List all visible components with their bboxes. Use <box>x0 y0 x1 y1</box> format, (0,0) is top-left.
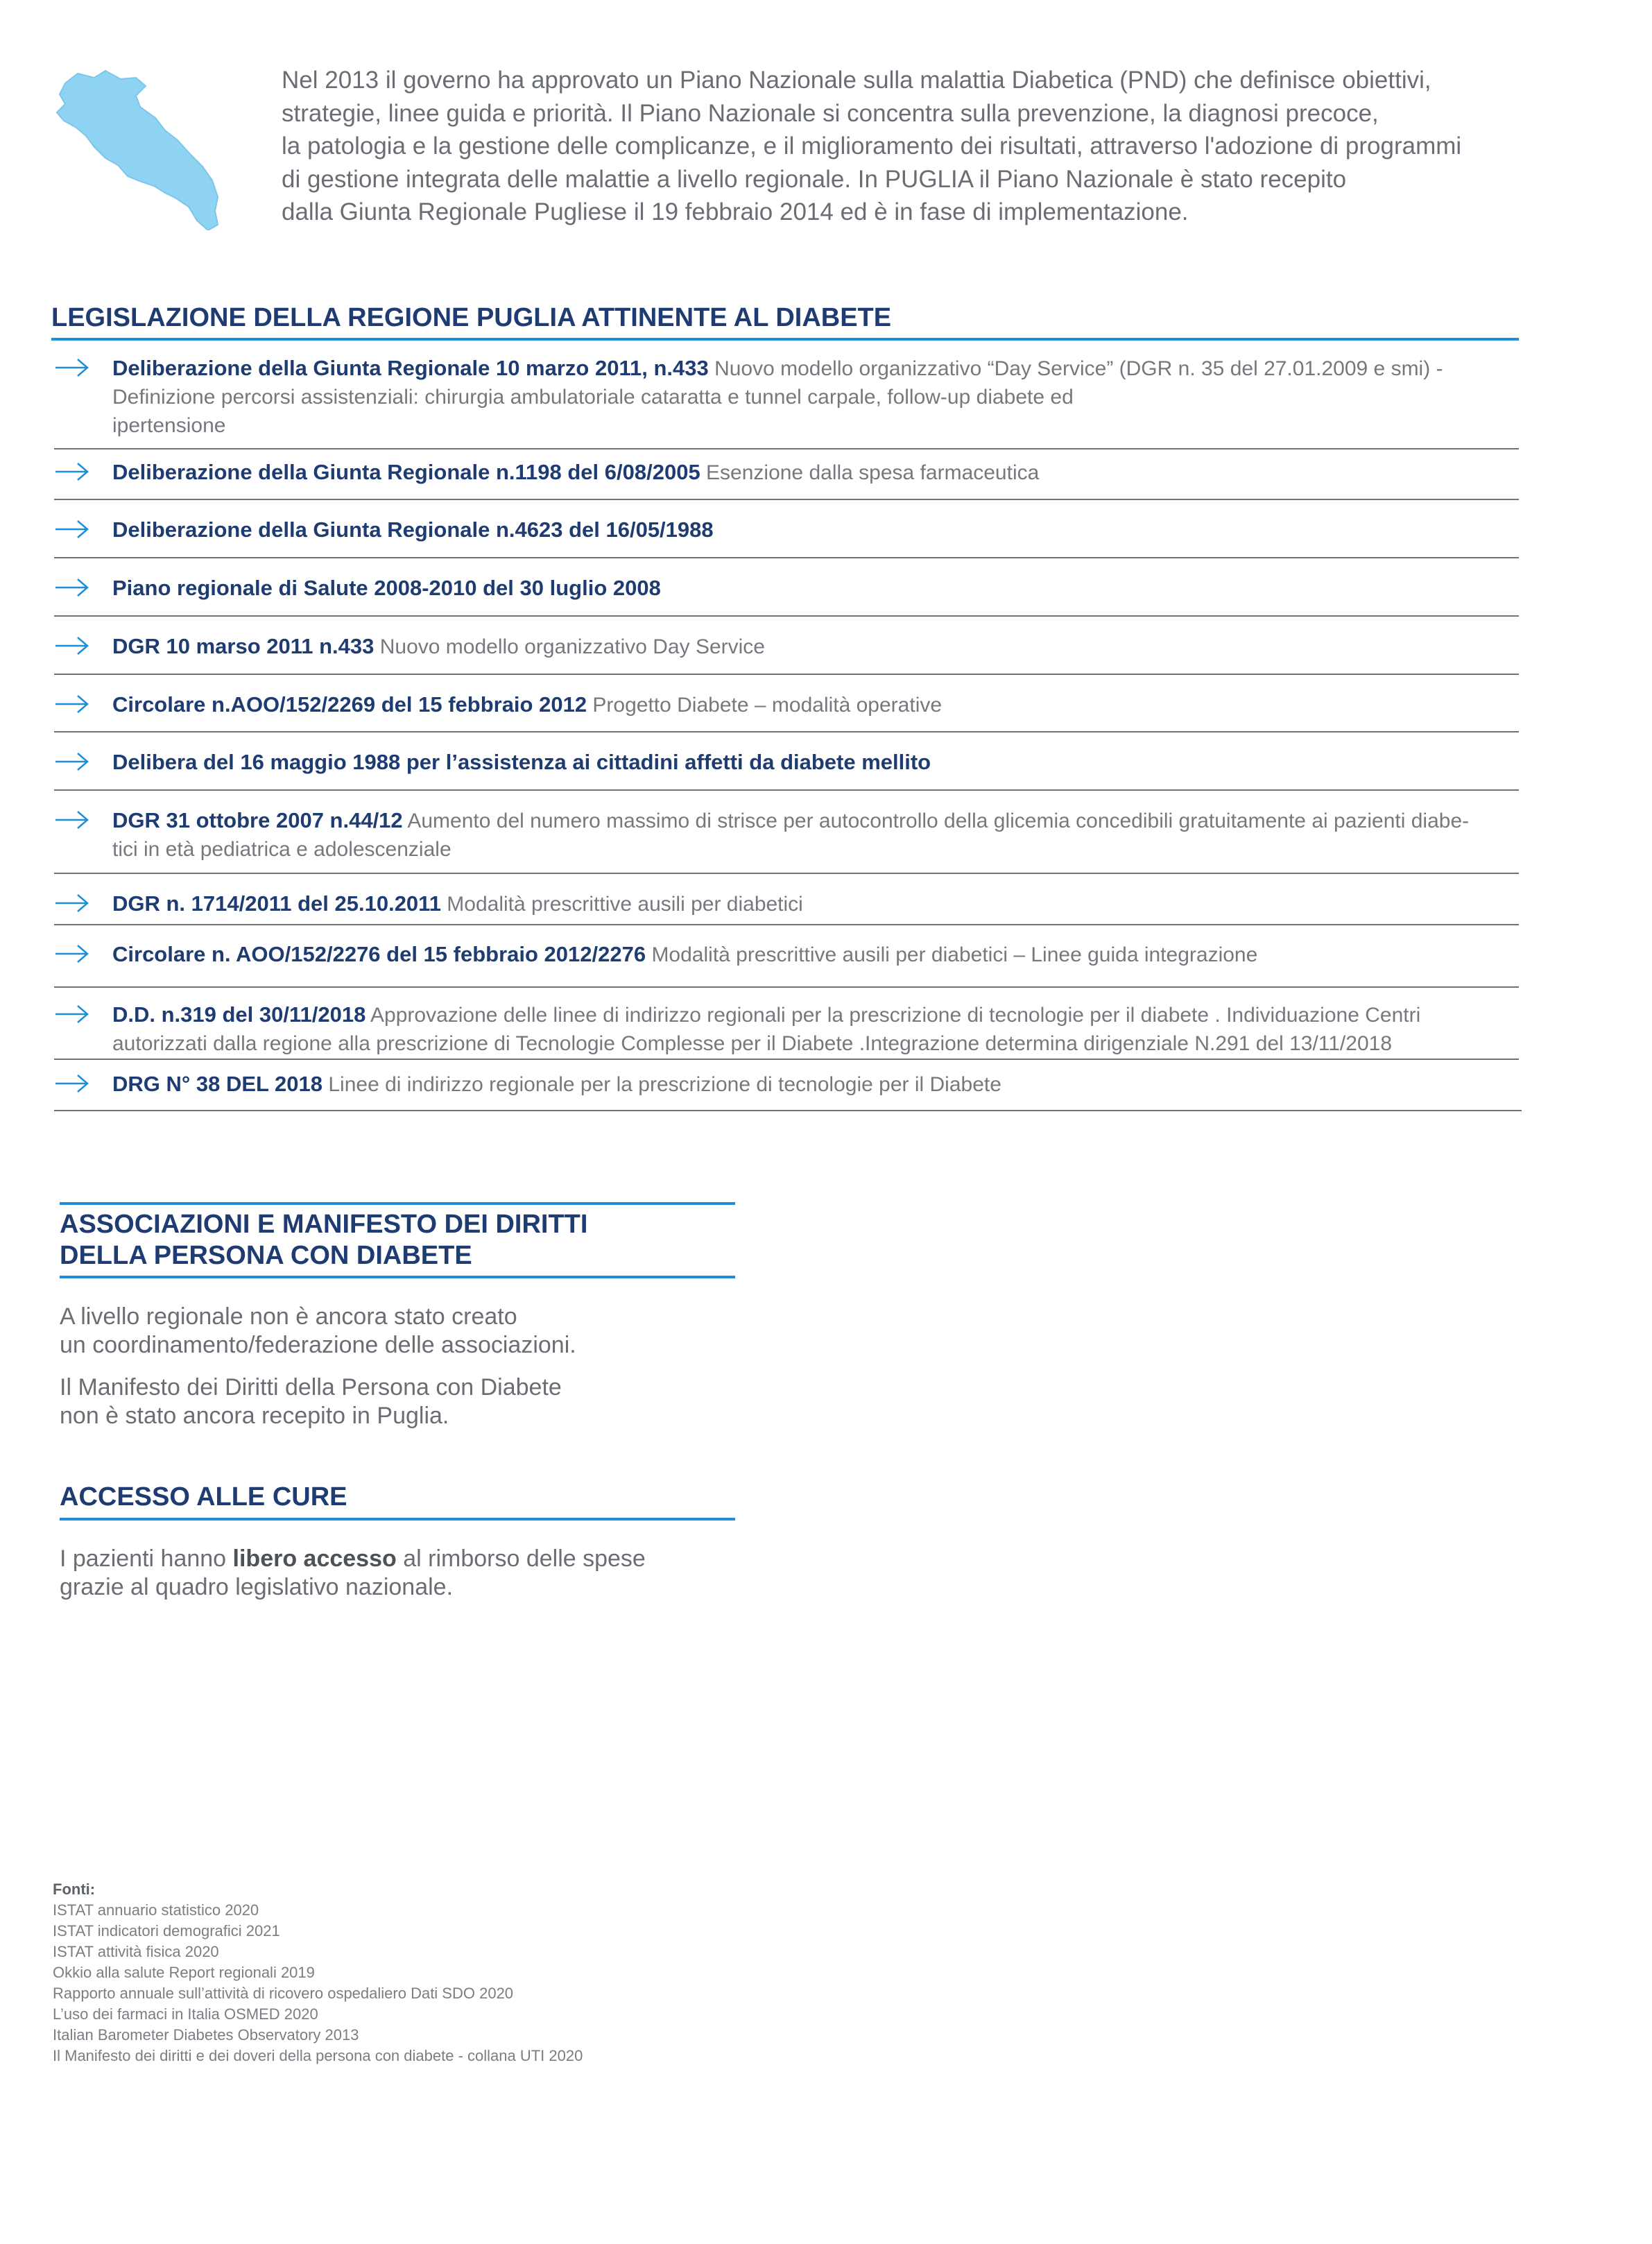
legislation-item-text <box>112 806 1519 864</box>
legislation-item-text <box>112 515 1519 545</box>
text-bold: libero accesso <box>232 1545 397 1572</box>
legislation-divider <box>54 557 1519 558</box>
legislation-item-line <box>112 1070 1519 1099</box>
legislation-item-description-line: Definizione percorsi assistenziali: chirurgia ambulatoriale cataratta e tunnel carpale, follow-up diabete ed <box>112 386 1074 409</box>
intro-line: di gestione integrata delle malattie a livello regionale. In PUGLIA il Piano Nazionale è stato recepito <box>282 165 1347 193</box>
legislation-divider <box>54 731 1519 733</box>
arrow-right-icon <box>54 1004 90 1025</box>
legislation-divider <box>54 1110 1522 1111</box>
legislation-item-description: Nuovo modello organizzativo Day Service <box>374 635 765 658</box>
legislation-item-title: DGR 31 ottobre 2007 n.44/12 <box>112 808 403 832</box>
legislation-divider <box>54 448 1519 449</box>
arrow-right-icon <box>54 694 90 714</box>
legislation-divider <box>54 615 1519 617</box>
legislation-item-line <box>112 458 1519 487</box>
arrow-right-icon <box>54 1073 90 1094</box>
legislation-item-title: Deliberazione della Giunta Regionale n.4623 del 16/05/1988 <box>112 517 714 542</box>
text-span: I pazienti hanno <box>60 1545 233 1572</box>
legislation-item-text <box>112 1000 1519 1058</box>
source-item: ISTAT indicatori demografici 2021 <box>53 1922 280 1939</box>
arrow-right-icon <box>54 519 90 540</box>
arrow-right-icon <box>54 635 90 656</box>
associations-top-rule <box>60 1202 735 1205</box>
legislation-item-description-line: autorizzati dalla regione alla prescrizione di Tecnologie Complesse per il Diabete .Integrazione determina dirigenziale N.291 del 13/11/2018 <box>112 1032 1392 1055</box>
legislation-divider <box>54 924 1519 925</box>
associations-paragraph-2 <box>60 1373 753 1430</box>
legislation-divider <box>54 674 1519 675</box>
source-item: L’uso dei farmaci in Italia OSMED 2020 <box>53 2005 318 2023</box>
legislation-item-title: Circolare n. AOO/152/2276 del 15 febbraio 2012/2276 <box>112 942 646 966</box>
puglia-map-icon <box>54 64 227 230</box>
legislation-item-text <box>112 748 1519 777</box>
associations-title-line: DELLA PERSONA CON DIABETE <box>60 1241 472 1270</box>
legislation-divider <box>54 499 1519 500</box>
text-line <box>60 1545 753 1573</box>
intro-line: dalla Giunta Regionale Pugliese il 19 febbraio 2014 ed è in fase di implementazione. <box>282 198 1189 225</box>
legislation-item-description-line: ipertensione <box>112 414 226 437</box>
legislation-item-line <box>112 354 1519 383</box>
legislation-item-description: Modalità prescrittive ausili per diabetici <box>440 893 803 916</box>
arrow-right-icon <box>54 810 90 830</box>
access-title-rule <box>60 1518 735 1521</box>
legislation-item-description: Progetto Diabete – modalità operative <box>587 694 943 717</box>
associations-paragraph-1 <box>60 1303 753 1360</box>
legislation-item-text <box>112 690 1519 719</box>
source-item: ISTAT attività fisica 2020 <box>53 1943 219 1960</box>
associations-bottom-rule <box>60 1276 735 1278</box>
access-paragraph <box>60 1545 753 1602</box>
source-item: ISTAT annuario statistico 2020 <box>53 1901 259 1919</box>
text-line: Il Manifesto dei Diritti della Persona con Diabete <box>60 1374 562 1401</box>
legislation-item-line <box>112 574 1519 603</box>
arrow-right-icon <box>54 943 90 964</box>
legislation-item-text <box>112 574 1519 603</box>
arrow-right-icon <box>54 577 90 598</box>
legislation-item-description: Esenzione dalla spesa farmaceutica <box>700 461 1040 484</box>
legislation-title: LEGISLAZIONE DELLA REGIONE PUGLIA ATTINENTE AL DIABETE <box>51 303 892 332</box>
associations-title-line: ASSOCIAZIONI E MANIFESTO DEI DIRITTI <box>60 1210 588 1239</box>
legislation-item-line <box>112 806 1519 835</box>
legislation-item-line <box>112 748 1519 777</box>
legislation-item-line <box>112 690 1519 719</box>
associations-title <box>60 1209 587 1271</box>
legislation-item-line <box>112 940 1519 969</box>
legislation-divider <box>54 986 1519 988</box>
text-line: non è stato ancora recepito in Puglia. <box>60 1403 449 1429</box>
legislation-item-text <box>112 940 1519 969</box>
access-title: ACCESSO ALLE CURE <box>60 1482 347 1511</box>
legislation-item-title: D.D. n.319 del 30/11/2018 <box>112 1002 366 1027</box>
source-item: Il Manifesto dei diritti e dei doveri della persona con diabete - collana UTI 2020 <box>53 2047 583 2064</box>
source-item: Italian Barometer Diabetes Observatory 2013 <box>53 2026 359 2044</box>
legislation-item-description: Modalità prescrittive ausili per diabetici – Linee guida integrazione <box>646 943 1258 966</box>
legislation-item-text <box>112 889 1519 918</box>
text-line: A livello regionale non è ancora stato creato <box>60 1303 517 1330</box>
legislation-item-description-line: tici in età pediatrica e adolescenziale <box>112 838 451 861</box>
source-item: Rapporto annuale sull’attività di ricovero ospedaliero Dati SDO 2020 <box>53 1985 514 2002</box>
legislation-item-title: DGR n. 1714/2011 del 25.10.2011 <box>112 891 441 916</box>
legislation-item-line <box>112 515 1519 545</box>
arrow-right-icon <box>54 357 90 378</box>
arrow-right-icon <box>54 461 90 482</box>
legislation-item-text <box>112 632 1519 661</box>
legislation-item-text <box>112 1070 1519 1099</box>
text-span: al rimborso delle spese <box>396 1545 646 1572</box>
legislation-item-text <box>112 458 1519 487</box>
legislation-item-title: Deliberazione della Giunta Regionale 10 marzo 2011, n.433 <box>112 356 709 380</box>
intro-paragraph <box>282 64 1585 229</box>
text-line: grazie al quadro legislativo nazionale. <box>60 1574 454 1600</box>
legislation-item-line <box>112 632 1519 661</box>
legislation-item-title: DGR 10 marso 2011 n.433 <box>112 634 375 658</box>
source-item: Okkio alla salute Report regionali 2019 <box>53 1964 315 1981</box>
arrow-right-icon <box>54 893 90 914</box>
legislation-title-rule <box>51 338 1519 341</box>
legislation-item-text <box>112 354 1519 440</box>
arrow-right-icon <box>54 751 90 772</box>
legislation-item-description: Aumento del numero massimo di strisce per autocontrollo della glicemia concedibili gratuitamente ai pazienti diabe- <box>402 810 1470 832</box>
legislation-item-title: Delibera del 16 maggio 1988 per l’assistenza ai cittadini affetti da diabete mellito <box>112 750 931 774</box>
legislation-item-title: Deliberazione della Giunta Regionale n.1198 del 6/08/2005 <box>112 460 700 484</box>
intro-line: Nel 2013 il governo ha approvato un Piano Nazionale sulla malattia Diabetica (PND) che definisce obiettivi, <box>282 67 1431 94</box>
legislation-item-line <box>112 889 1519 918</box>
legislation-item-description: Approvazione delle linee di indirizzo regionali per la prescrizione di tecnologie per il diabete . Individuazione Centri <box>365 1004 1421 1027</box>
legislation-item-title: Circolare n.AOO/152/2269 del 15 febbraio 2012 <box>112 692 587 717</box>
sources-label: Fonti: <box>53 1881 96 1898</box>
intro-line: la patologia e la gestione delle complicanze, e il miglioramento dei risultati, attraverso l'adozione di programmi <box>282 132 1462 160</box>
legislation-item-title: DRG N° 38 DEL 2018 <box>112 1072 323 1096</box>
intro-line: strategie, linee guida e priorità. Il Piano Nazionale si concentra sulla prevenzione, la diagnosi precoce, <box>282 99 1379 127</box>
legislation-divider <box>54 789 1519 791</box>
legislation-divider <box>54 1059 1519 1060</box>
legislation-item-description: Nuovo modello organizzativo “Day Service” (DGR n. 35 del 27.01.2009 e smi) - <box>708 357 1443 380</box>
legislation-item-description: Linee di indirizzo regionale per la prescrizione di tecnologie per il Diabete <box>322 1073 1001 1096</box>
text-line: un coordinamento/federazione delle associazioni. <box>60 1332 576 1358</box>
legislation-divider <box>54 873 1519 874</box>
sources-block <box>53 1879 885 2066</box>
legislation-item-title: Piano regionale di Salute 2008-2010 del 30 luglio 2008 <box>112 576 661 600</box>
legislation-item-line <box>112 1000 1519 1029</box>
